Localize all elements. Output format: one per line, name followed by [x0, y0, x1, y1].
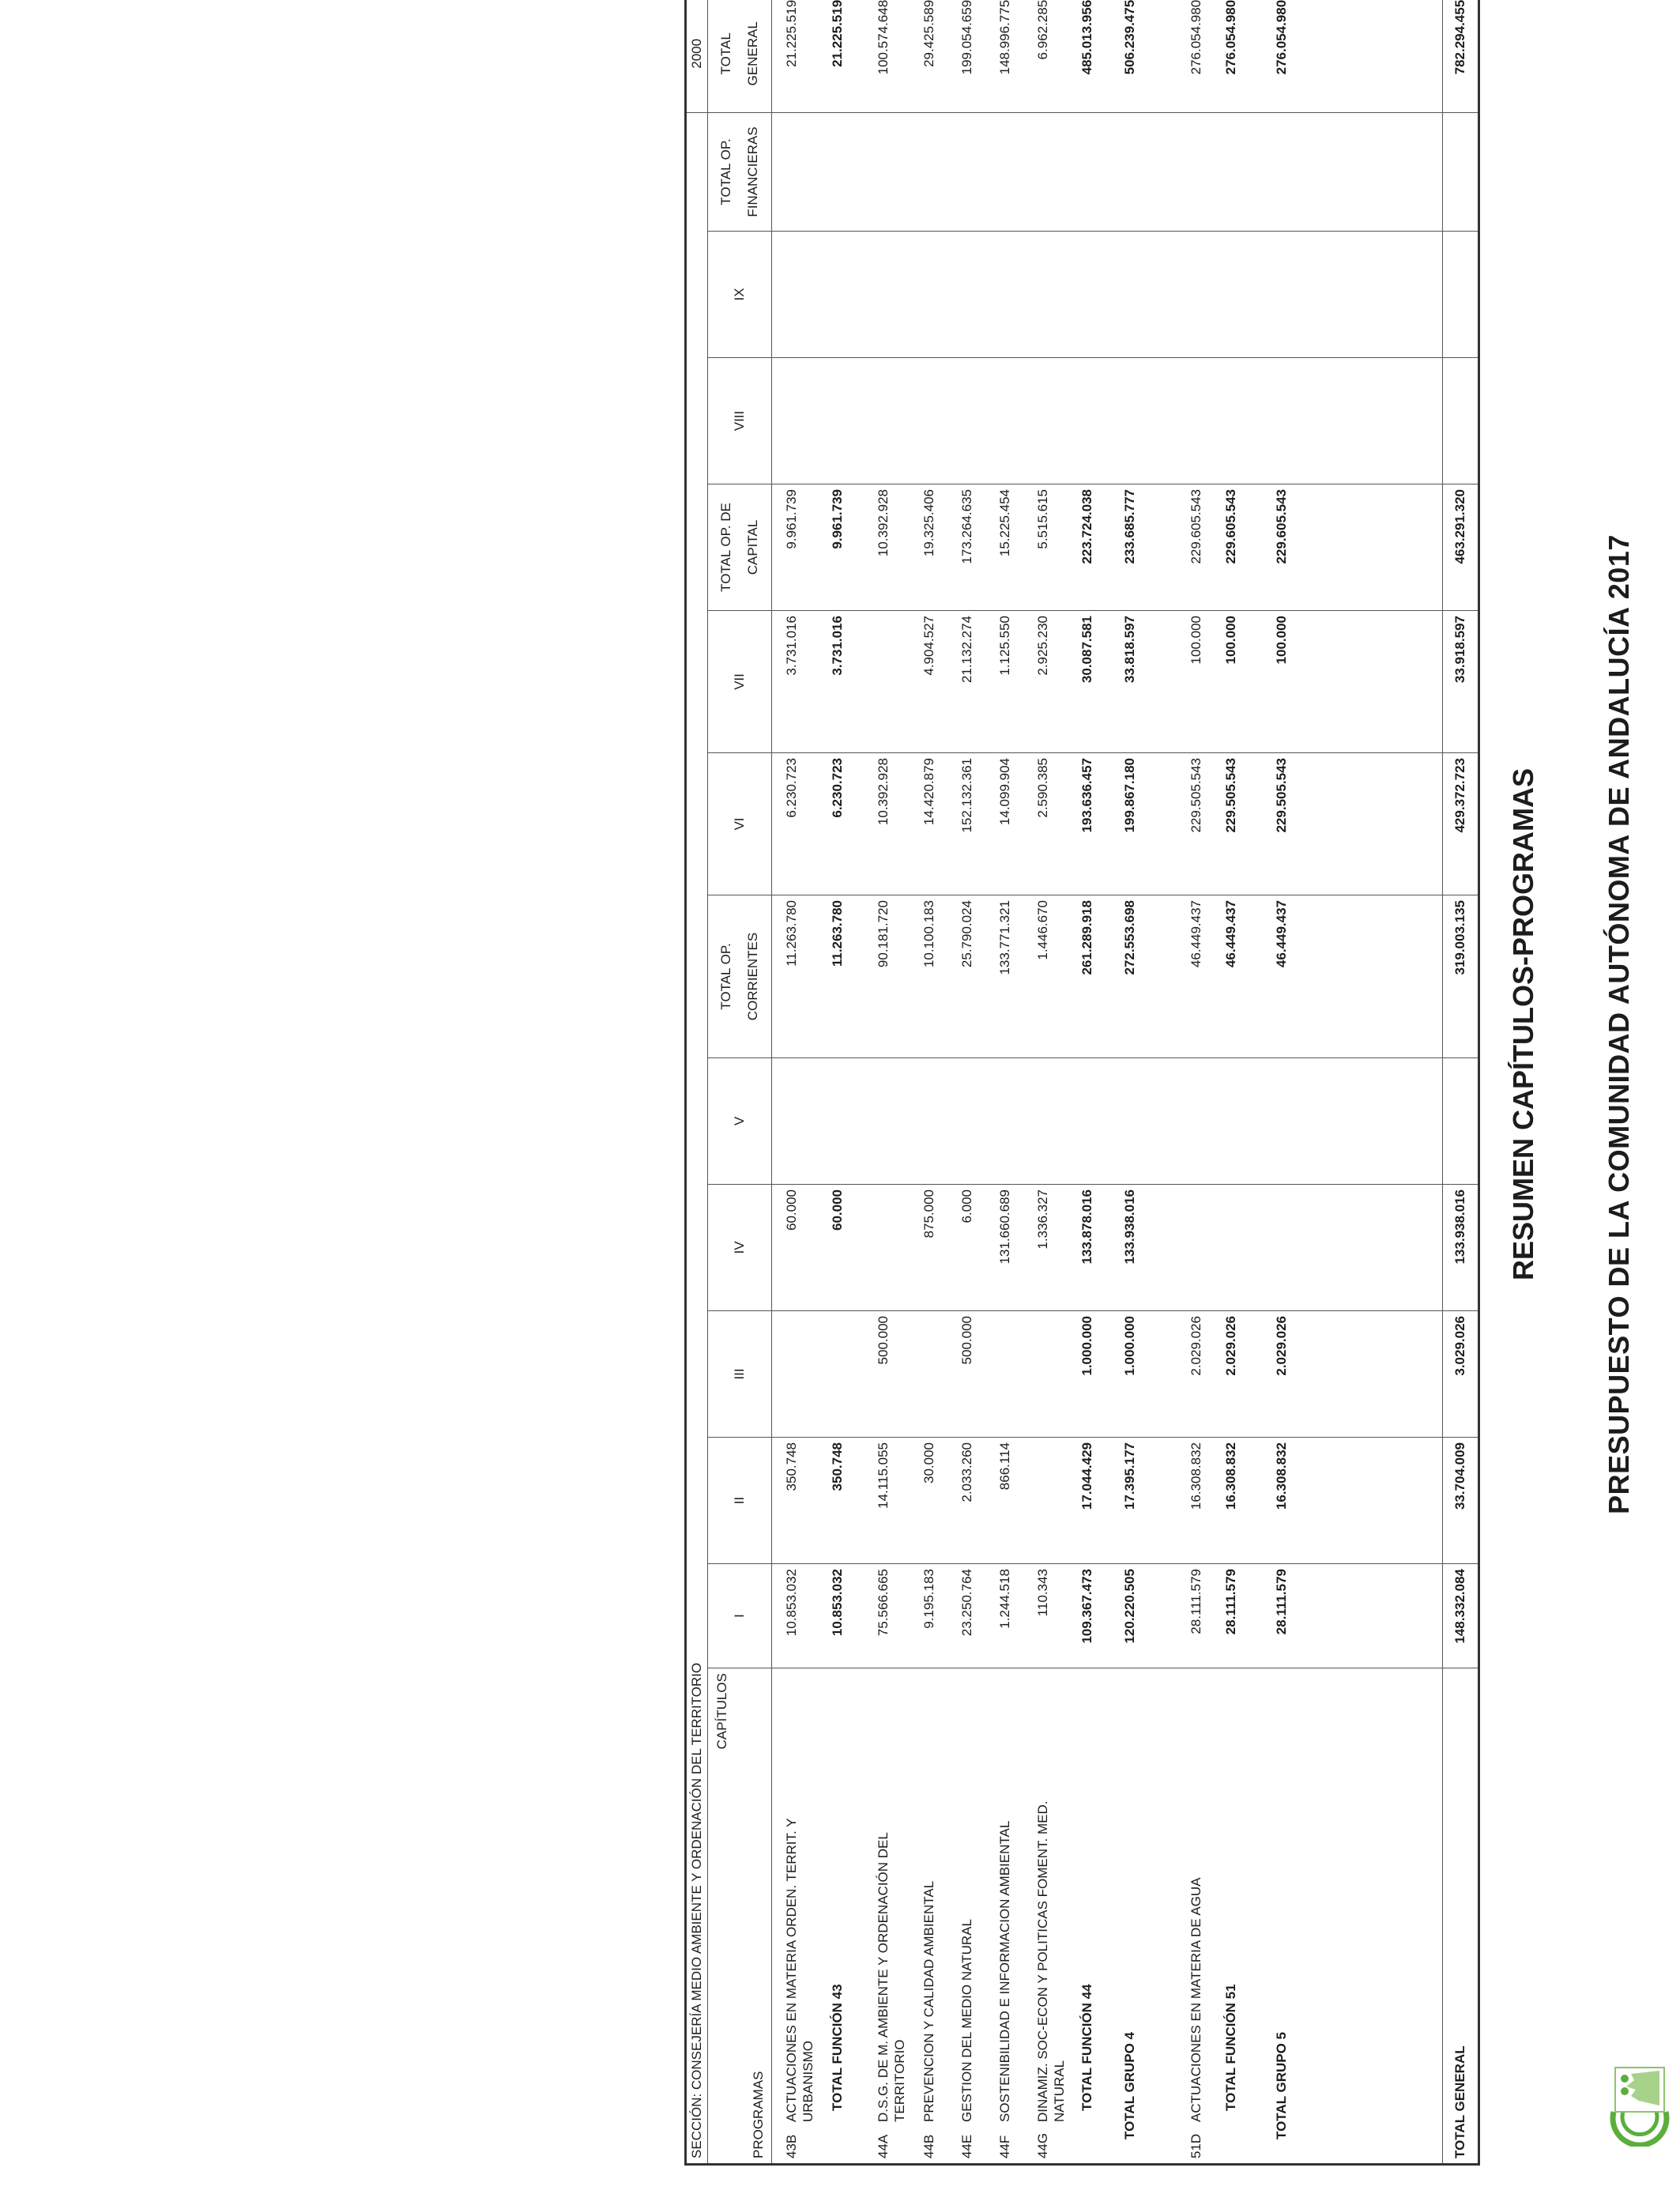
value-cell: 46.449.437 [1223, 900, 1238, 968]
value-cell [1079, 118, 1110, 226]
grand-total-cell [1443, 112, 1479, 231]
program-code: 44E [959, 2134, 974, 2158]
value-cell [1121, 118, 1169, 226]
col-total-op-financieras [772, 112, 1443, 231]
header-capitulos-label: CAPÍTULOS [714, 1673, 729, 1750]
program-code: 44B [921, 2134, 936, 2158]
total-row-label [829, 1673, 861, 2158]
value-cell: 233.685.777 [1122, 489, 1137, 564]
junta-de-andalucia-logo-icon [1607, 2064, 1672, 2147]
value-cell [1034, 1316, 1074, 1432]
grand-total-cell [1443, 232, 1479, 358]
budget-summary-table [684, 0, 1480, 2166]
value-cell [875, 1189, 914, 1306]
value-cell [1121, 363, 1169, 479]
value-cell: 223.724.038 [1079, 489, 1094, 564]
value-cell: 193.636.457 [1079, 758, 1094, 833]
value-cell: 133.938.016 [1122, 1189, 1137, 1265]
value-cell: 21.225.519 [784, 0, 799, 67]
value-cell [921, 1063, 952, 1179]
value-cell: 14.420.879 [921, 758, 936, 826]
grand-total-cell [1443, 358, 1479, 484]
value-cell: 1.000.000 [1122, 1316, 1137, 1376]
value-cell: 10.853.032 [830, 1569, 845, 1637]
value-cell [829, 363, 861, 479]
value-cell: 2.925.230 [1035, 616, 1050, 676]
value-cell: 272.553.698 [1122, 900, 1137, 975]
value-cell [1079, 236, 1110, 352]
value-cell [1222, 1063, 1254, 1179]
value-cell: 10.392.928 [876, 489, 891, 557]
value-cell: 10.100.183 [921, 900, 936, 968]
program-name: DINAMIZ. SOC-ECON Y POLITICAS FOMENT. MED. NATURAL [1035, 1800, 1067, 2122]
value-cell: 2.029.026 [1274, 1316, 1289, 1376]
value-cell [1188, 1063, 1219, 1179]
value-cell: 500.000 [876, 1316, 891, 1365]
value-cell: 11.263.780 [830, 900, 845, 967]
value-cell: 100.574.648 [876, 0, 891, 75]
value-cell: 14.099.904 [997, 758, 1012, 826]
col-cap-iii [772, 1311, 1443, 1438]
grand-total-cell: 463.291.320 [1443, 484, 1479, 611]
grand-total-row [1443, 0, 1479, 2165]
value-cell [959, 363, 990, 479]
value-cell [996, 1316, 1028, 1432]
value-cell [829, 1063, 861, 1179]
col-total-general [772, 0, 1443, 112]
value-cell: 199.054.659 [959, 0, 974, 75]
program-code: 43B [784, 2134, 799, 2158]
program-name: ACTUACIONES EN MATERIA ORDEN. TERRIT. Y URBANISMO [784, 1818, 816, 2122]
value-cell: 75.566.665 [876, 1569, 891, 1637]
header-cap-ix: IX [708, 232, 772, 358]
value-cell: 875.000 [921, 1189, 936, 1238]
value-cell: 19.325.406 [921, 489, 936, 557]
value-cell: 16.308.832 [1274, 1442, 1289, 1510]
section-label: SECCIÓN: CONSEJERÍA MEDIO AMBIENTE Y ORDENACIÓN DEL TERRITORIO [689, 1662, 704, 2158]
program-name: TOTAL GRUPO 5 [1274, 2031, 1289, 2139]
page-title: PRESUPUESTO DE LA COMUNIDAD AUTÓNOMA DE ANDALUCÍA 2017 [1603, 534, 1635, 1514]
value-cell [996, 236, 1028, 352]
value-cell: 10.392.928 [876, 758, 891, 826]
value-cell: 261.289.918 [1079, 900, 1094, 975]
col-cap-iv [772, 1185, 1443, 1311]
total-row-label [1222, 1673, 1254, 2158]
header-programas [708, 1668, 772, 2165]
value-cell [959, 236, 990, 352]
value-cell [1222, 118, 1254, 226]
col-cap-ix [772, 232, 1443, 358]
program-row-label [921, 1673, 952, 2158]
value-cell: 1.446.670 [1035, 900, 1050, 960]
program-code: 44G [1035, 2132, 1050, 2158]
value-cell [1188, 118, 1219, 226]
value-cell: 2.029.026 [1223, 1316, 1238, 1376]
value-cell: 46.449.437 [1274, 900, 1289, 968]
header-tg-line1: TOTAL [718, 32, 733, 75]
header-total-op-capital [708, 484, 772, 611]
header-toc-line1: TOTAL OP. [718, 943, 733, 1010]
value-cell: 131.660.689 [997, 1189, 1012, 1265]
value-cell: 9.961.739 [784, 489, 799, 549]
value-cell [1121, 1063, 1169, 1179]
value-cell [1273, 363, 1313, 479]
value-cell: 1.000.000 [1079, 1316, 1094, 1376]
page-subtitle: RESUMEN CAPÍTULOS-PROGRAMAS [1507, 767, 1539, 1281]
value-cell: 866.114 [997, 1442, 1012, 1491]
value-cell: 16.308.832 [1223, 1442, 1238, 1510]
grand-total-cell: 782.294.455 [1443, 0, 1479, 112]
program-name: ACTUACIONES EN MATERIA DE AGUA [1188, 1877, 1203, 2122]
value-cell: 90.181.720 [876, 900, 891, 968]
total-row-label [1273, 1673, 1313, 2158]
value-cell: 10.853.032 [784, 1569, 799, 1637]
grand-total-cell: 148.332.084 [1443, 1564, 1479, 1668]
program-code: 44A [876, 2134, 891, 2158]
value-cell: 1.125.550 [997, 616, 1012, 676]
value-cell: 25.790.024 [959, 900, 974, 968]
value-cell: 2.033.260 [959, 1442, 974, 1502]
header-cap-vi: VI [708, 753, 772, 895]
value-cell: 173.264.635 [959, 489, 974, 564]
value-cell: 276.054.980 [1188, 0, 1203, 75]
value-cell: 2.029.026 [1188, 1316, 1203, 1376]
program-name: PREVENCION Y CALIDAD AMBIENTAL [921, 1880, 936, 2122]
value-cell: 4.904.527 [921, 616, 936, 676]
value-cell: 30.000 [921, 1442, 936, 1483]
value-cell: 229.605.543 [1274, 489, 1289, 564]
value-cell [1222, 236, 1254, 352]
value-cell [1188, 236, 1219, 352]
value-cell: 9.961.739 [830, 489, 845, 549]
header-cap-vii: VII [708, 611, 772, 753]
header-toc-line2: CORRIENTES [745, 932, 760, 1021]
value-cell: 100.000 [1274, 616, 1289, 665]
value-cell: 133.771.321 [997, 900, 1012, 975]
value-cell [959, 118, 990, 226]
header-total-general [708, 0, 772, 112]
value-cell: 133.878.016 [1079, 1189, 1094, 1265]
value-cell [921, 236, 952, 352]
program-name: SOSTENIBILIDAD E INFORMACION AMBIENTAL [997, 1820, 1012, 2122]
value-cell [1034, 118, 1074, 226]
value-cell: 3.731.016 [830, 616, 845, 676]
value-cell [1034, 1063, 1074, 1179]
col-cap-vii [772, 611, 1443, 753]
value-cell: 229.505.543 [1188, 758, 1203, 833]
grand-total-cell: 133.938.016 [1443, 1185, 1479, 1311]
value-cell [1034, 363, 1074, 479]
value-cell [875, 1063, 914, 1179]
value-cell [829, 1316, 861, 1432]
program-row-label [1034, 1673, 1074, 2158]
value-cell: 350.748 [784, 1442, 799, 1491]
programas-column [772, 1668, 1443, 2165]
header-tof-line1: TOTAL OP. [718, 138, 733, 205]
value-cell [783, 1316, 823, 1432]
program-code: 51D [1188, 2133, 1203, 2158]
value-cell: 229.505.543 [1274, 758, 1289, 833]
value-cell: 23.250.764 [959, 1569, 974, 1637]
value-cell: 30.087.581 [1079, 616, 1094, 684]
value-cell [1222, 363, 1254, 479]
header-cap-iii: III [708, 1311, 772, 1438]
value-cell [1273, 1189, 1313, 1306]
grand-total-label: TOTAL GENERAL [1443, 1668, 1479, 2165]
col-total-op-capital [772, 484, 1443, 611]
value-cell [875, 363, 914, 479]
header-tok-line2: CAPITAL [745, 519, 760, 575]
value-cell: 229.605.543 [1223, 489, 1238, 564]
header-cap-i: I [708, 1564, 772, 1668]
program-name: TOTAL GRUPO 4 [1122, 2031, 1137, 2139]
value-cell: 28.111.579 [1188, 1569, 1203, 1634]
value-cell: 28.111.579 [1274, 1569, 1289, 1635]
year-label: 2000 [686, 0, 708, 112]
value-cell: 2.590.385 [1035, 758, 1050, 818]
col-cap-i [772, 1564, 1443, 1668]
value-cell: 11.263.780 [784, 900, 799, 967]
value-cell [1079, 1063, 1110, 1179]
program-name: TOTAL FUNCIÓN 44 [1079, 1984, 1094, 2111]
value-cell: 6.000 [959, 1189, 974, 1223]
header-tof-line2: FINANCIERAS [745, 126, 760, 217]
total-row-label [1121, 1673, 1169, 2158]
program-name: TOTAL FUNCIÓN 51 [1223, 1984, 1238, 2111]
grand-total-cell: 33.704.009 [1443, 1438, 1479, 1564]
value-cell: 14.115.055 [876, 1442, 891, 1509]
header-tok-line1: TOTAL OP. DE [718, 503, 733, 592]
header-tg-line2: GENERAL [745, 21, 760, 86]
value-cell: 60.000 [784, 1189, 799, 1231]
value-cell [1273, 236, 1313, 352]
value-cell: 100.000 [1223, 616, 1238, 665]
grand-total-cell: 3.029.026 [1443, 1311, 1479, 1438]
program-code: 44F [997, 2135, 1012, 2158]
value-cell: 6.962.285 [1035, 0, 1050, 60]
value-cell: 152.132.361 [959, 758, 974, 833]
program-row-label [996, 1673, 1028, 2158]
value-cell [921, 1316, 952, 1432]
value-cell: 16.308.832 [1188, 1442, 1203, 1510]
col-cap-vi [772, 753, 1443, 895]
value-cell [996, 1063, 1028, 1179]
program-row-label [1188, 1673, 1219, 2158]
value-cell: 29.425.589 [921, 0, 936, 67]
value-cell: 485.013.956 [1079, 0, 1094, 75]
value-cell: 229.505.543 [1223, 758, 1238, 833]
program-row-label [783, 1673, 823, 2158]
value-cell: 28.111.579 [1223, 1569, 1238, 1635]
value-cell [1034, 236, 1074, 352]
value-cell [1188, 363, 1219, 479]
value-cell: 1.336.327 [1035, 1189, 1050, 1250]
header-cap-v: V [708, 1058, 772, 1185]
header-total-op-corrientes [708, 895, 772, 1058]
value-cell: 46.449.437 [1188, 900, 1203, 968]
value-cell: 15.225.454 [997, 489, 1012, 557]
value-cell: 60.000 [830, 1189, 845, 1231]
value-cell [921, 363, 952, 479]
grand-total-cell: 33.918.597 [1443, 611, 1479, 753]
value-cell [959, 1063, 990, 1179]
program-name: GESTION DEL MEDIO NATURAL [959, 1919, 974, 2122]
value-cell [875, 118, 914, 226]
value-cell: 109.367.473 [1079, 1569, 1094, 1644]
value-cell: 199.867.180 [1122, 758, 1137, 833]
value-cell [783, 236, 823, 352]
value-cell: 3.731.016 [784, 616, 799, 676]
value-cell: 1.244.518 [997, 1569, 1012, 1629]
value-cell: 17.044.429 [1079, 1442, 1094, 1510]
value-cell [1079, 363, 1110, 479]
value-cell [875, 236, 914, 352]
value-cell [1273, 1063, 1313, 1179]
value-cell [996, 118, 1028, 226]
value-cell [1034, 1442, 1074, 1559]
program-name: TOTAL FUNCIÓN 43 [830, 1984, 845, 2111]
header-cap-viii: VIII [708, 358, 772, 484]
col-total-op-corrientes [772, 895, 1443, 1058]
value-cell: 21.132.274 [959, 616, 974, 684]
value-cell: 6.230.723 [830, 758, 845, 818]
value-cell: 148.996.775 [997, 0, 1012, 75]
value-cell [829, 118, 861, 226]
grand-total-cell [1443, 1058, 1479, 1185]
header-total-op-financieras [708, 112, 772, 231]
header-cap-ii: II [708, 1438, 772, 1564]
value-cell: 5.515.615 [1035, 489, 1050, 549]
col-cap-ii [772, 1438, 1443, 1564]
program-row-label [959, 1673, 990, 2158]
value-cell [1222, 1189, 1254, 1306]
col-cap-v [772, 1058, 1443, 1185]
value-cell: 500.000 [959, 1316, 974, 1365]
grand-total-cell: 429.372.723 [1443, 753, 1479, 895]
header-cap-iv: IV [708, 1185, 772, 1311]
value-cell: 276.054.980 [1223, 0, 1238, 75]
value-cell [875, 616, 914, 748]
value-cell: 506.239.475 [1122, 0, 1137, 75]
value-cell [783, 1063, 823, 1179]
value-cell: 100.000 [1188, 616, 1203, 665]
value-cell [1121, 236, 1169, 352]
total-row-label [1079, 1673, 1110, 2158]
value-cell [996, 363, 1028, 479]
value-cell [783, 363, 823, 479]
value-cell [1188, 1189, 1219, 1306]
value-cell [783, 118, 823, 226]
value-cell: 120.220.505 [1122, 1569, 1137, 1644]
value-cell [829, 236, 861, 352]
header-programas-label: PROGRAMAS [751, 2071, 766, 2158]
value-cell: 276.054.980 [1274, 0, 1289, 75]
value-cell: 229.605.543 [1188, 489, 1203, 564]
program-name: D.S.G. DE M. AMBIENTE Y ORDENACIÓN DEL TERRITORIO [876, 1832, 907, 2122]
value-cell: 21.225.519 [830, 0, 845, 67]
value-cell: 17.395.177 [1122, 1442, 1137, 1510]
value-cell: 33.818.597 [1122, 616, 1137, 684]
value-cell: 110.343 [1035, 1569, 1050, 1617]
program-row-label [875, 1673, 914, 2158]
value-cell: 9.195.183 [921, 1569, 936, 1629]
value-cell [921, 118, 952, 226]
col-cap-viii [772, 358, 1443, 484]
value-cell: 350.748 [830, 1442, 845, 1491]
grand-total-cell: 319.003.135 [1443, 895, 1479, 1058]
value-cell: 6.230.723 [784, 758, 799, 818]
value-cell [1273, 118, 1313, 226]
